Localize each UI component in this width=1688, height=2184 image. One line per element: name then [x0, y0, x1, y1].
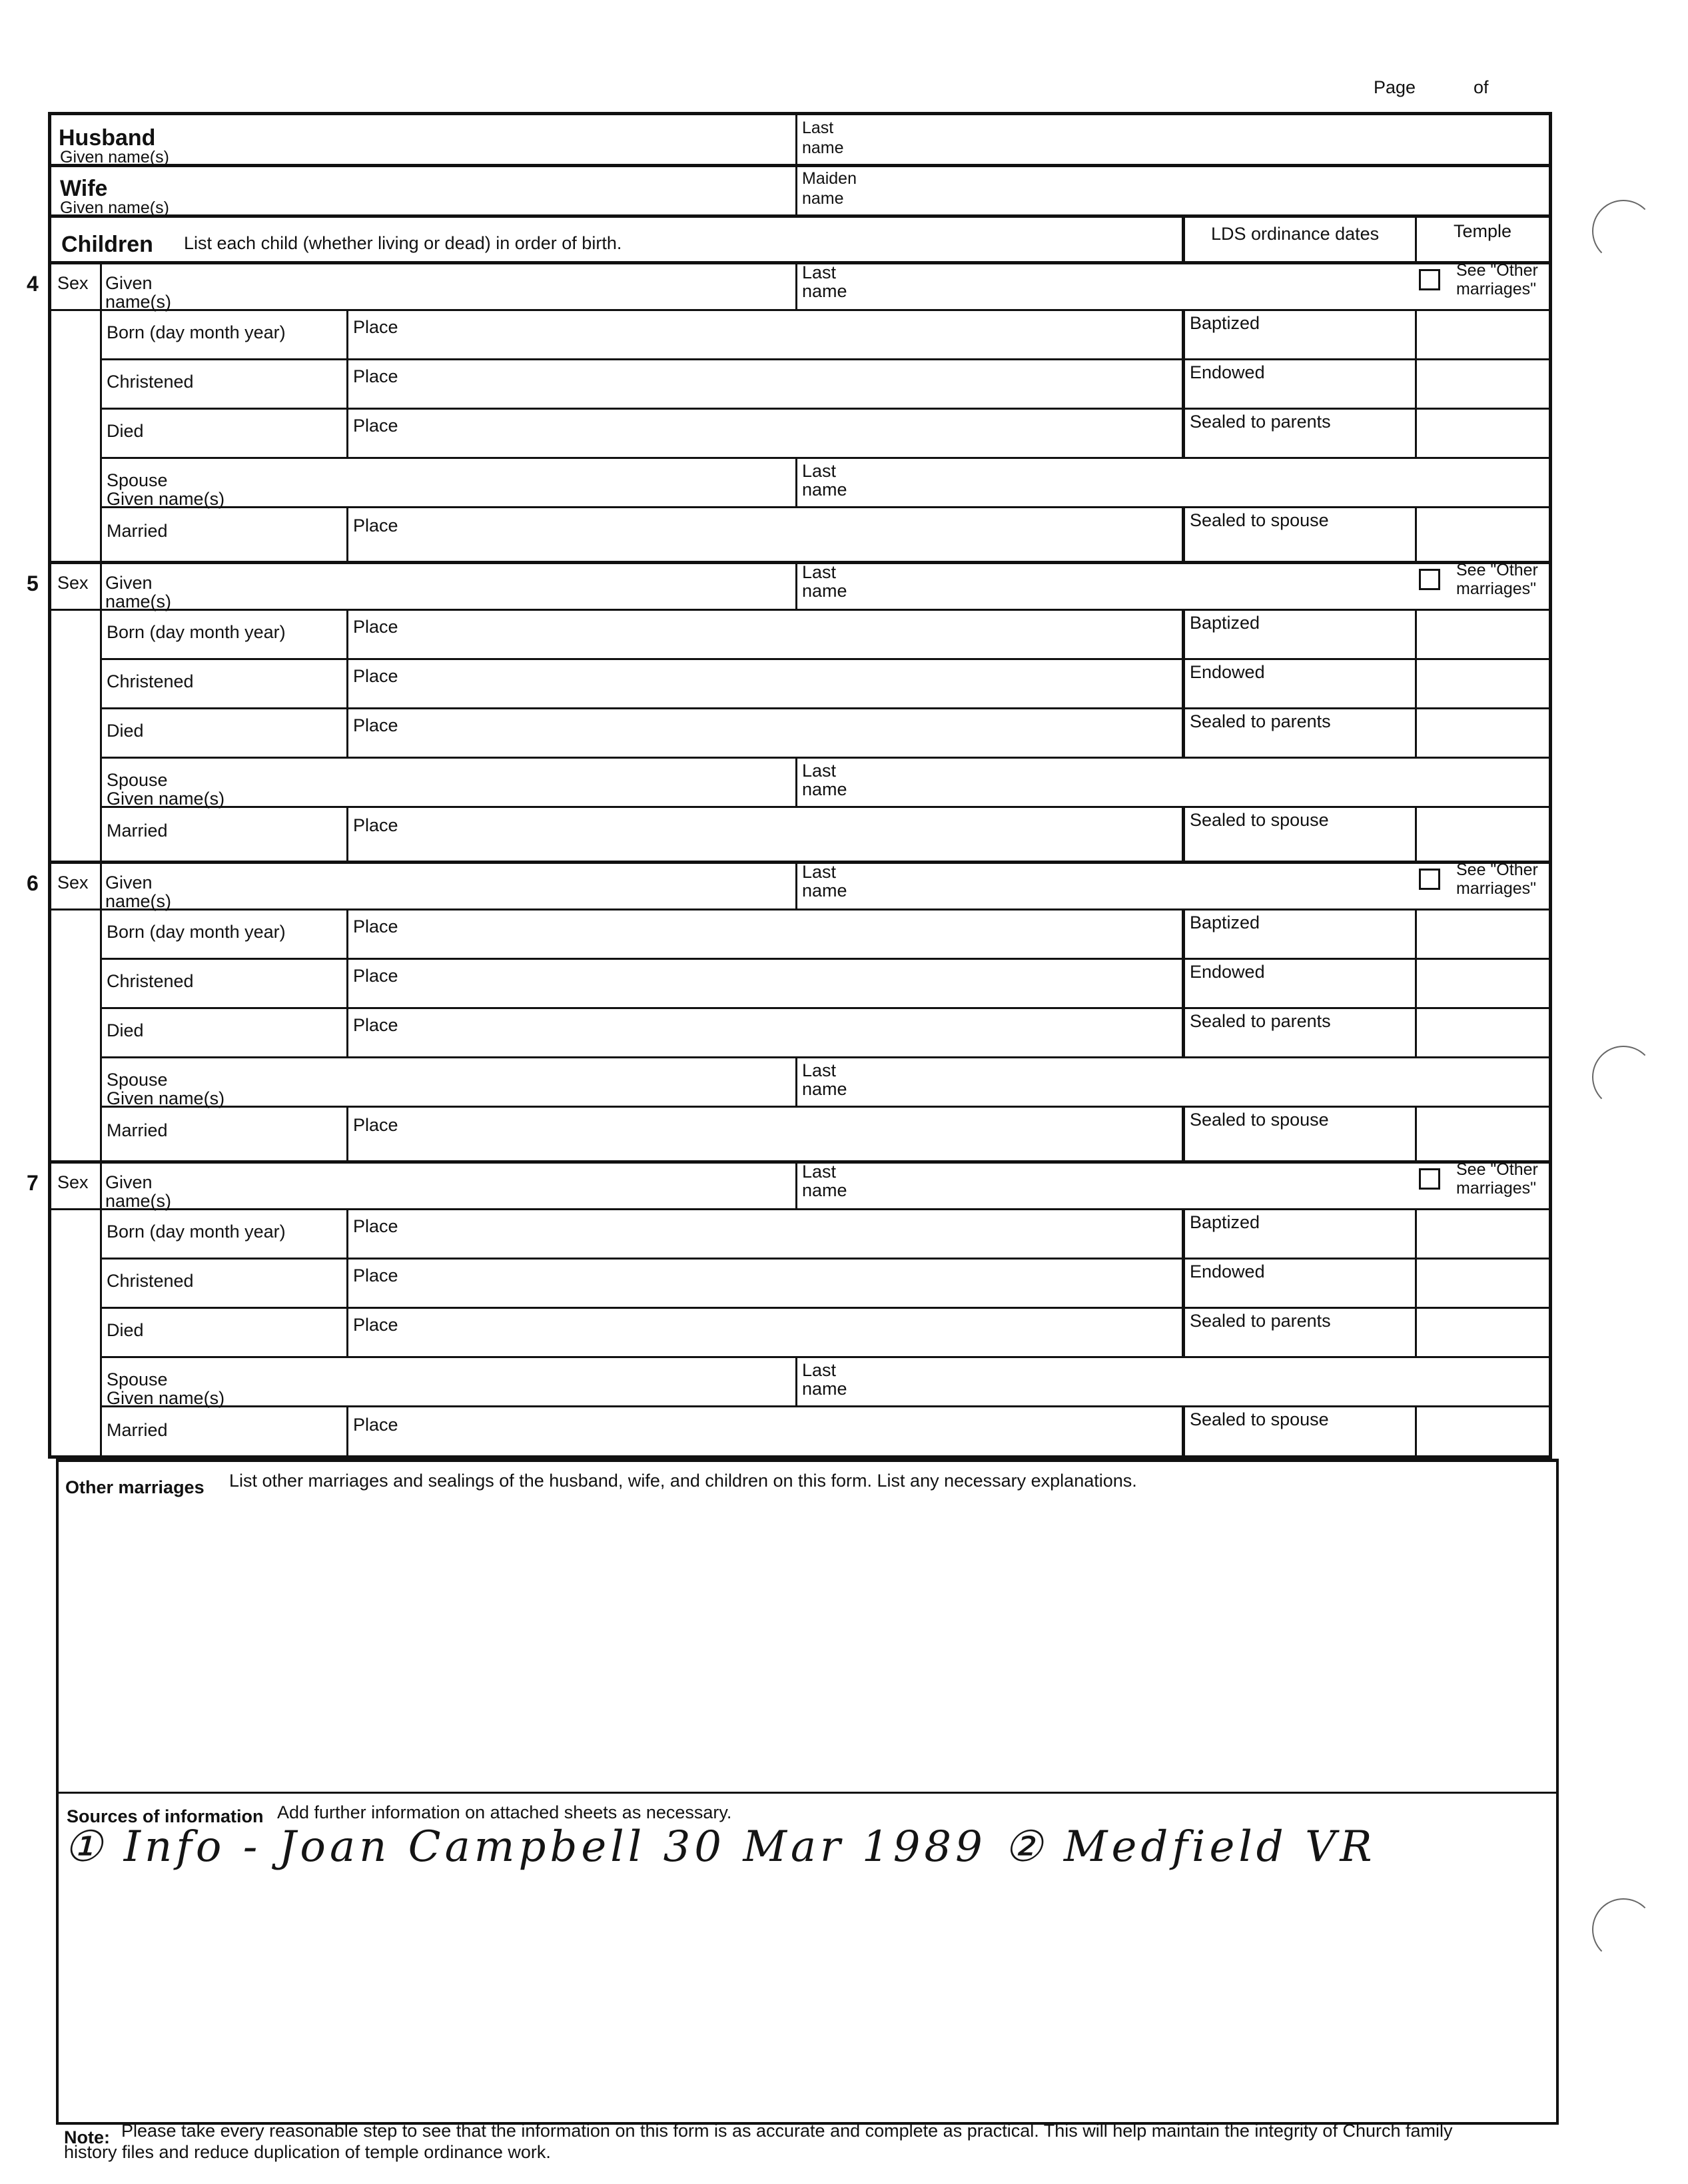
- married-label: Married: [107, 821, 168, 841]
- endowed-label: Endowed: [1190, 1262, 1265, 1281]
- married-place-label: Place: [353, 815, 398, 835]
- last-label: Last: [802, 562, 837, 582]
- spouse-label: Spouse: [107, 1369, 168, 1389]
- sources-text: Add further information on attached sheets as necessary.: [277, 1802, 732, 1822]
- other-marriages-checkbox[interactable]: [1419, 269, 1440, 290]
- see-other-label-2: marriages": [1456, 579, 1537, 598]
- husband-last-field[interactable]: [866, 119, 1539, 160]
- sealed-spouse-label: Sealed to spouse: [1190, 1110, 1329, 1130]
- born-place-label: Place: [353, 1216, 398, 1236]
- child-block: [0, 861, 1688, 1160]
- husband-last-label-2: name: [802, 139, 844, 157]
- christened-place-label: Place: [353, 1266, 398, 1285]
- note-text-2: history files and reduce duplication of temple ordinance work.: [64, 2142, 551, 2162]
- endowed-label: Endowed: [1190, 362, 1265, 382]
- other-marriages-checkbox[interactable]: [1419, 869, 1440, 890]
- other-marriages-text: List other marriages and sealings of the husband, wife, and children on this form. List any necessary explanations.: [229, 1471, 1137, 1491]
- spouse-last-label: Last: [802, 761, 837, 781]
- spouse-given-label: Given name(s): [107, 1088, 225, 1108]
- given-label: Given: [105, 573, 153, 593]
- of-label: of: [1474, 77, 1489, 97]
- born-label: Born (day month year): [107, 622, 286, 642]
- last-label-2: name: [802, 581, 847, 601]
- sealed-parents-label: Sealed to parents: [1190, 1011, 1331, 1031]
- died-label: Died: [107, 421, 144, 441]
- sources-handwritten-entry: ① Info - Joan Campbell 30 Mar 1989 ② Medfield VR: [64, 1822, 1376, 1872]
- child-number: 7: [27, 1171, 39, 1195]
- sealed-parents-label: Sealed to parents: [1190, 711, 1331, 731]
- sources-title: Sources of information: [67, 1806, 264, 1826]
- see-other-label: See "Other: [1456, 861, 1538, 879]
- last-label-2: name: [802, 281, 847, 301]
- spouse-last-label: Last: [802, 1060, 837, 1080]
- sealed-spouse-label: Sealed to spouse: [1190, 1409, 1329, 1429]
- spouse-last-label-2: name: [802, 1379, 847, 1399]
- spouse-label: Spouse: [107, 1070, 168, 1090]
- last-label: Last: [802, 262, 837, 282]
- see-other-label-2: marriages": [1456, 280, 1537, 298]
- temple-header: Temple: [1454, 221, 1512, 241]
- see-other-label: See "Other: [1456, 561, 1538, 579]
- given-label-2: name(s): [105, 591, 172, 611]
- note-text-1: Please take every reasonable step to see that the information on this form is as accurate and complete as practical. This will help maintain the integrity of Church family: [121, 2121, 1453, 2141]
- child-block: [0, 261, 1688, 561]
- baptized-label: Baptized: [1190, 613, 1260, 633]
- died-place-label: Place: [353, 715, 398, 735]
- child-block: [0, 1160, 1688, 1460]
- born-label: Born (day month year): [107, 922, 286, 942]
- died-place-label: Place: [353, 416, 398, 436]
- note-title: Note:: [64, 2127, 110, 2147]
- other-marriages-checkbox[interactable]: [1419, 1168, 1440, 1190]
- child-block: [0, 561, 1688, 861]
- see-other-label: See "Other: [1456, 261, 1538, 280]
- binder-hole-icon: [1592, 1046, 1655, 1108]
- child-number: 4: [27, 272, 39, 296]
- spouse-last-label: Last: [802, 1360, 837, 1380]
- sealed-spouse-label: Sealed to spouse: [1190, 810, 1329, 830]
- children-instruction: List each child (whether living or dead) in order of birth.: [184, 233, 622, 253]
- lds-header: LDS ordinance dates: [1211, 224, 1380, 244]
- child-number: 6: [27, 871, 39, 895]
- married-place-label: Place: [353, 1415, 398, 1435]
- baptized-label: Baptized: [1190, 313, 1260, 333]
- last-label-2: name: [802, 881, 847, 901]
- husband-last-label: Last: [802, 119, 834, 137]
- page-label: Page: [1374, 77, 1416, 97]
- spouse-given-label: Given name(s): [107, 789, 225, 809]
- baptized-label: Baptized: [1190, 912, 1260, 932]
- died-place-label: Place: [353, 1315, 398, 1335]
- baptized-label: Baptized: [1190, 1212, 1260, 1232]
- christened-label: Christened: [107, 971, 194, 991]
- christened-place-label: Place: [353, 666, 398, 686]
- last-label-2: name: [802, 1180, 847, 1200]
- married-place-label: Place: [353, 516, 398, 536]
- christened-place-label: Place: [353, 366, 398, 386]
- spouse-label: Spouse: [107, 470, 168, 490]
- given-label: Given: [105, 1172, 153, 1192]
- given-label-2: name(s): [105, 1191, 172, 1211]
- wife-maiden-label-2: name: [802, 189, 844, 208]
- died-label: Died: [107, 1020, 144, 1040]
- born-place-label: Place: [353, 617, 398, 637]
- spouse-given-label: Given name(s): [107, 489, 225, 509]
- died-label: Died: [107, 721, 144, 741]
- sealed-parents-label: Sealed to parents: [1190, 1311, 1331, 1331]
- last-label: Last: [802, 1162, 837, 1182]
- sex-label: Sex: [57, 873, 89, 893]
- christened-label: Christened: [107, 671, 194, 691]
- endowed-label: Endowed: [1190, 962, 1265, 982]
- husband-given-label: Given name(s): [60, 148, 169, 167]
- sealed-spouse-label: Sealed to spouse: [1190, 510, 1329, 530]
- given-label-2: name(s): [105, 891, 172, 911]
- husband-given-field[interactable]: [240, 119, 786, 160]
- children-title: Children: [61, 232, 153, 257]
- spouse-last-label-2: name: [802, 480, 847, 500]
- born-place-label: Place: [353, 916, 398, 936]
- died-label: Died: [107, 1320, 144, 1340]
- married-label: Married: [107, 1420, 168, 1440]
- wife-title: Wife: [60, 176, 108, 201]
- given-label-2: name(s): [105, 292, 172, 312]
- given-label: Given: [105, 873, 153, 893]
- sex-label: Sex: [57, 573, 89, 593]
- spouse-last-label: Last: [802, 461, 837, 481]
- married-label: Married: [107, 521, 168, 541]
- see-other-label-2: marriages": [1456, 1179, 1537, 1198]
- husband-title: Husband: [59, 125, 156, 151]
- wife-maiden-field[interactable]: [866, 169, 1539, 210]
- married-place-label: Place: [353, 1115, 398, 1135]
- died-place-label: Place: [353, 1015, 398, 1035]
- sealed-parents-label: Sealed to parents: [1190, 412, 1331, 432]
- see-other-label-2: marriages": [1456, 879, 1537, 898]
- born-label: Born (day month year): [107, 322, 286, 342]
- given-label: Given: [105, 273, 153, 293]
- child-number: 5: [27, 571, 39, 595]
- binder-hole-icon: [1592, 200, 1655, 262]
- wife-given-label: Given name(s): [60, 198, 169, 217]
- spouse-given-label: Given name(s): [107, 1388, 225, 1408]
- christened-label: Christened: [107, 372, 194, 392]
- born-label: Born (day month year): [107, 1222, 286, 1242]
- spouse-label: Spouse: [107, 770, 168, 790]
- binder-hole-icon: [1592, 1898, 1655, 1961]
- born-place-label: Place: [353, 317, 398, 337]
- spouse-last-label-2: name: [802, 1079, 847, 1099]
- other-marriages-checkbox[interactable]: [1419, 569, 1440, 590]
- christened-label: Christened: [107, 1271, 194, 1291]
- see-other-label: See "Other: [1456, 1160, 1538, 1179]
- wife-given-field[interactable]: [240, 169, 786, 210]
- sex-label: Sex: [57, 273, 89, 293]
- sex-label: Sex: [57, 1172, 89, 1192]
- christened-place-label: Place: [353, 966, 398, 986]
- wife-maiden-label: Maiden: [802, 169, 857, 188]
- married-label: Married: [107, 1120, 168, 1140]
- last-label: Last: [802, 862, 837, 882]
- other-marriages-title: Other marriages: [65, 1477, 205, 1497]
- spouse-last-label-2: name: [802, 779, 847, 799]
- endowed-label: Endowed: [1190, 662, 1265, 682]
